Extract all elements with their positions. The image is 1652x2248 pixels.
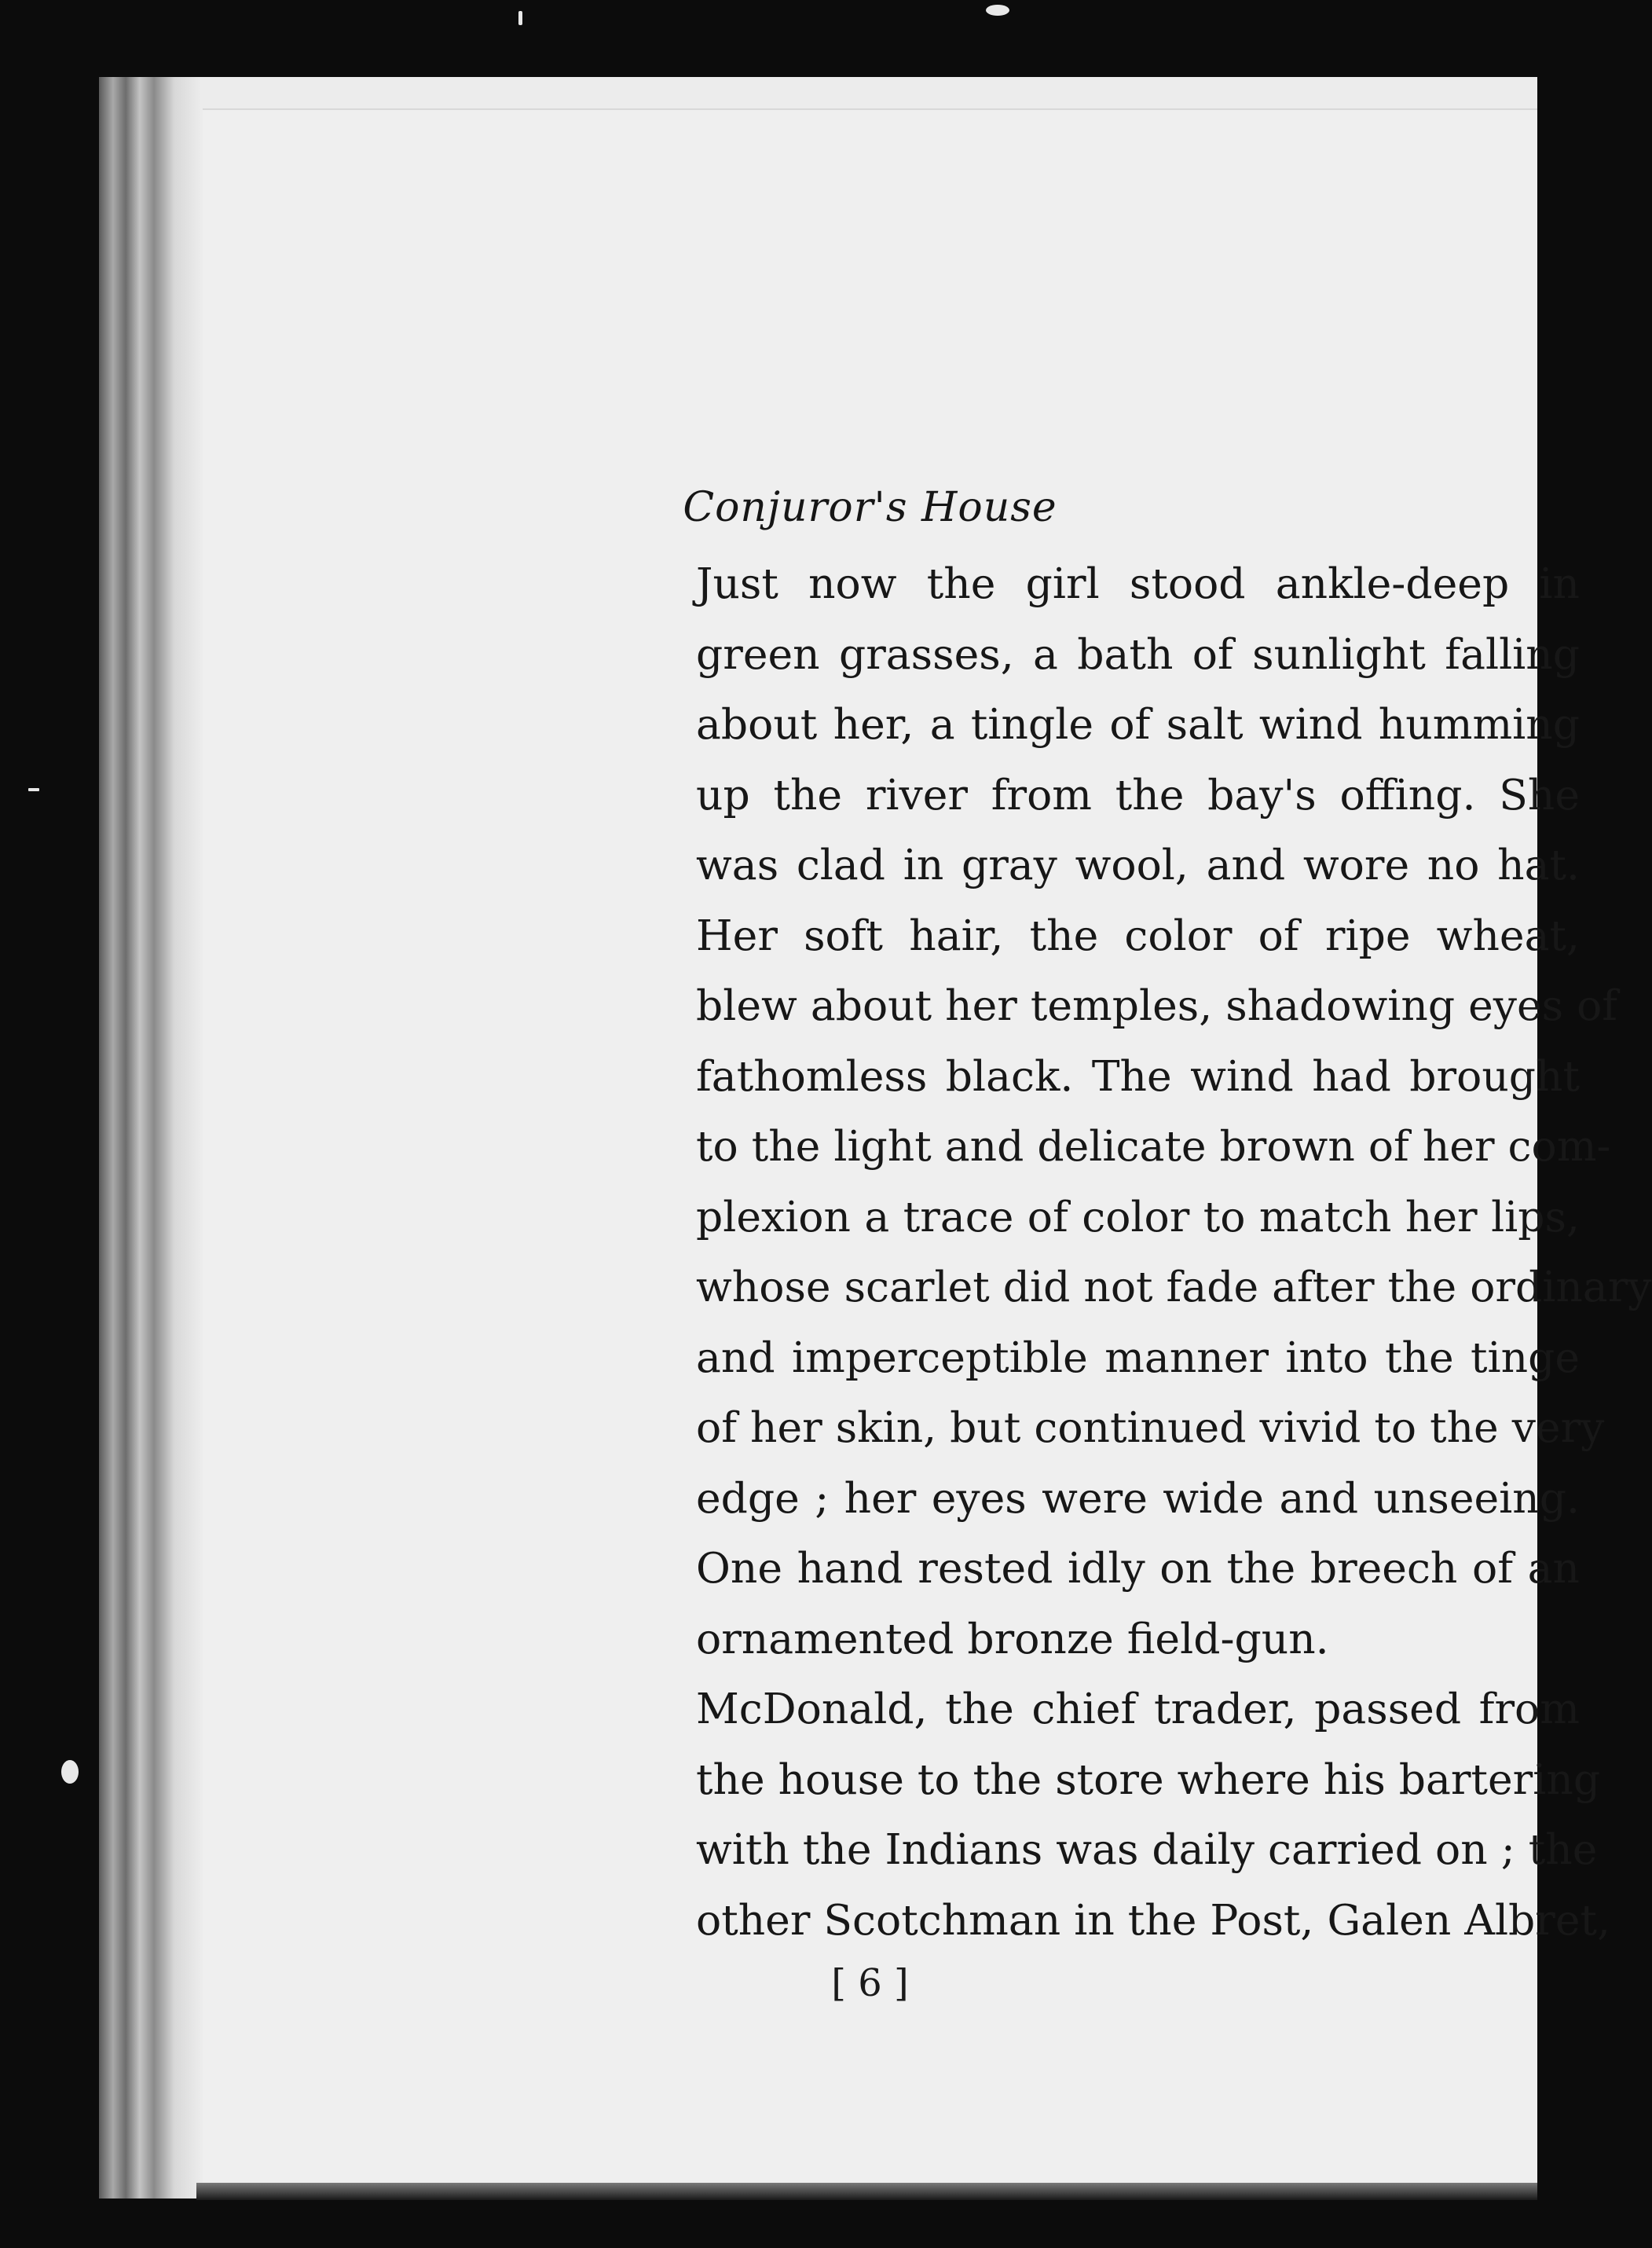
text-line: green grasses, a bath of sunlight falling <box>696 629 1580 679</box>
text-line: other Scotchman in the Post, Galen Albret, <box>696 1894 1611 1945</box>
scan-speck <box>986 5 1009 16</box>
text-line: plexion a trace of color to match her lips, <box>696 1191 1580 1241</box>
page-bottom-shadow <box>196 2183 1537 2200</box>
text-line: the house to the store where his bartering <box>696 1754 1601 1804</box>
scan-speck <box>518 11 522 25</box>
text-line: edge ; her eyes were wide and unseeing. <box>696 1472 1580 1523</box>
text-line: Her soft hair, the color of ripe wheat, <box>696 910 1580 960</box>
text-line: One hand rested idly on the breech of an <box>696 1543 1580 1593</box>
text-line: was clad in gray wool, and wore no hat. <box>696 840 1580 889</box>
body-text <box>696 548 1652 1955</box>
text-line: blew about her temples, shadowing eyes of <box>696 981 1618 1030</box>
text-line: about her, a tingle of salt wind humming <box>696 699 1580 749</box>
text-line: whose scarlet did not fade after the ordinary <box>696 1262 1652 1311</box>
scan-speck <box>61 1760 79 1784</box>
text-line: McDonald, the chief trader, passed from <box>696 1684 1580 1733</box>
scan-speck <box>28 788 39 791</box>
text-line: Just now the girl stood ankle-deep in <box>696 559 1580 608</box>
running-head: Conjuror's House <box>683 484 1057 531</box>
text-line: of her skin, but continued vivid to the very <box>696 1403 1605 1452</box>
text-line: fathomless black. The wind had brought <box>696 1051 1580 1101</box>
text-line: to the light and delicate brown of her com- <box>696 1121 1611 1171</box>
book-page <box>203 108 1652 2183</box>
text-line: and imperceptible manner into the tinge <box>696 1332 1580 1382</box>
text-line: ornamented bronze field-gun. <box>696 1613 1329 1663</box>
page-number: [ 6 ] <box>831 1961 909 2005</box>
text-line: up the river from the bay's offing. She <box>696 769 1580 820</box>
text-line: with the Indians was daily carried on ; the <box>696 1824 1598 1874</box>
